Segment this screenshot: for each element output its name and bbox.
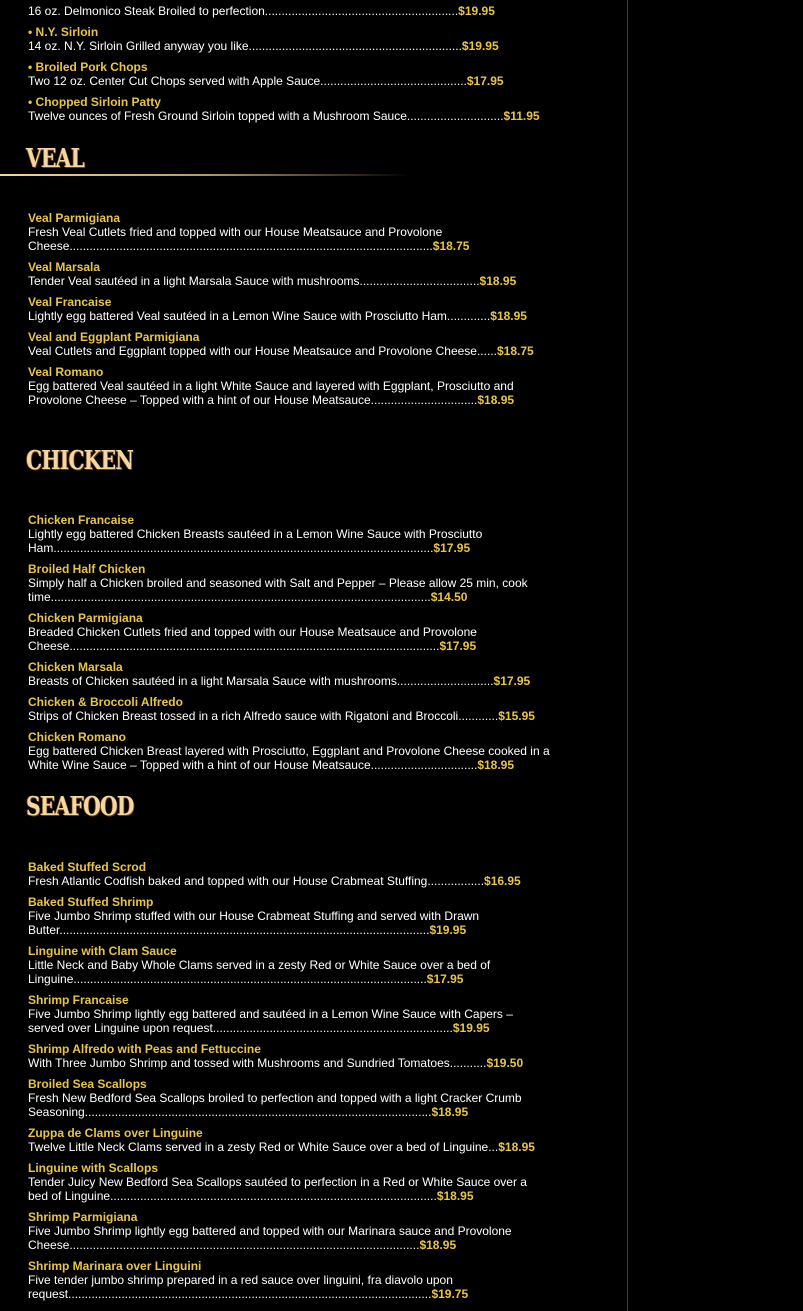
item-price: $17.95	[433, 541, 471, 555]
item-description: Breaded Chicken Cutlets fried and topped with our House Meatsauce and Provolone Cheese...............................................................................................................	[28, 625, 477, 653]
menu-item	[28, 513, 550, 555]
menu-item	[28, 365, 550, 407]
item-name: Veal Parmigiana	[28, 211, 121, 225]
section-heading-chicken: CHICKEN	[26, 446, 134, 476]
item-name: Broiled Sea Scallops	[28, 1077, 147, 1091]
item-price: $18.95	[419, 1238, 457, 1252]
item-price: $14.50	[430, 590, 468, 604]
item-name: Shrimp Francaise	[28, 993, 129, 1007]
column-divider	[627, 0, 628, 1311]
item-description: Fresh New Bedford Sea Scallops broiled to perfection and topped with a light Cracker Crumb Seasoning........................................................................................................	[28, 1091, 522, 1119]
item-description: Strips of Chicken Breast tossed in a rich Alfredo sauce with Rigatoni and Broccoli............	[28, 709, 499, 723]
item-price: $18.75	[432, 239, 470, 253]
item-price: $17.95	[439, 639, 477, 653]
item-price: $16.95	[484, 874, 521, 888]
item-name: • Broiled Pork Chops	[28, 60, 148, 74]
item-name: Baked Stuffed Shrimp	[28, 895, 154, 909]
item-description: Two 12 oz. Center Cut Chops served with Apple Sauce............................................	[28, 74, 467, 88]
item-price: $19.95	[452, 1021, 490, 1035]
section-rule	[0, 174, 410, 176]
menu-item	[28, 860, 550, 888]
item-price: $18.95	[477, 758, 515, 772]
item-description: With Three Jumbo Shrimp and tossed with Mushrooms and Sundried Tomatoes...........	[28, 1056, 487, 1070]
item-description: 14 oz. N.Y. Sirloin Grilled anyway you like................................................................	[28, 39, 462, 53]
item-price: $18.95	[498, 1140, 535, 1154]
menu-item	[28, 330, 550, 358]
menu-item	[28, 562, 550, 604]
item-description: Lightly egg battered Chicken Breasts sautéed in a Lemon Wine Sauce with Prosciutto Ham..................................................................................................................	[28, 527, 483, 555]
item-description: Egg battered Chicken Breast layered with Prosciutto, Eggplant and Provolone Cheese cooked in a White Wine Sauce – Topped with a hint of our House Meatsauce................................	[28, 744, 550, 772]
item-name: Chicken Marsala	[28, 660, 123, 674]
item-description: Breasts of Chicken sautéed in a light Marsala Sauce with mushrooms.............................	[28, 674, 494, 688]
item-name: Shrimp Parmigiana	[28, 1210, 138, 1224]
item-name: Veal Francaise	[28, 295, 112, 309]
menu-item	[28, 1259, 550, 1301]
item-price: $18.95	[479, 274, 517, 288]
item-name: Shrimp Alfredo with Peas and Fettuccine	[28, 1042, 261, 1056]
item-price: $19.95	[458, 4, 495, 18]
item-name: • N.Y. Sirloin	[28, 25, 99, 39]
item-description: 16 oz. Delmonico Steak Broiled to perfection..........................................................	[28, 4, 459, 18]
section-heading-seafood: SEAFOOD	[26, 792, 134, 822]
menu-item	[28, 1077, 550, 1119]
item-description: Simply half a Chicken broiled and seasoned with Salt and Pepper – Please allow 25 min, cook time..................................................................................................................	[28, 576, 528, 604]
item-price: $19.95	[429, 923, 467, 937]
item-name: Chicken Francaise	[28, 513, 135, 527]
menu-item	[28, 25, 550, 53]
item-price: $17.95	[426, 972, 464, 986]
item-description: Five Jumbo Shrimp lightly egg battered and topped with our Marinara sauce and Provolone Cheese.........................................................................................................	[28, 1224, 512, 1252]
item-price: $18.95	[431, 1105, 469, 1119]
menu-item	[28, 1210, 550, 1252]
item-price: $18.95	[477, 393, 515, 407]
menu-item	[28, 695, 550, 723]
menu-item	[28, 993, 550, 1035]
item-name: Broiled Half Chicken	[28, 562, 146, 576]
menu-item	[28, 60, 550, 88]
menu-item	[28, 4, 550, 18]
item-name: Veal Marsala	[28, 260, 101, 274]
item-name: Linguine with Clam Sauce	[28, 944, 177, 958]
section-heading-veal: VEAL	[26, 144, 85, 174]
menu-item	[28, 1161, 550, 1203]
item-name: Chicken Romano	[28, 730, 127, 744]
item-name: • Chopped Sirloin Patty	[28, 95, 161, 109]
item-description: Lightly egg battered Veal sautéed in a Lemon Wine Sauce with Prosciutto Ham.............	[28, 309, 491, 323]
item-name: Shrimp Marinara over Linguini	[28, 1259, 202, 1273]
item-description: Twelve ounces of Fresh Ground Sirloin topped with a Mushroom Sauce.............................	[28, 109, 504, 123]
item-price: $19.50	[486, 1056, 524, 1070]
menu-item	[28, 211, 550, 253]
menu-item	[28, 895, 550, 937]
item-description: Five Jumbo Shrimp stuffed with our House Crabmeat Stuffing and served with Drawn Butter...............................................................................................................	[28, 909, 480, 937]
item-description: Fresh Veal Cutlets fried and topped with our House Meatsauce and Provolone Cheese.............................................................................................................	[28, 225, 443, 253]
item-name: Veal Romano	[28, 365, 104, 379]
menu-item	[28, 1126, 550, 1154]
item-description: Five Jumbo Shrimp lightly egg battered and sautéed in a Lemon Wine Sauce with Capers – served over Linguine upon request........................................................................	[28, 1007, 513, 1035]
item-description: Tender Veal sautéed in a light Marsala Sauce with mushrooms....................................	[28, 274, 480, 288]
item-name: Baked Stuffed Scrod	[28, 860, 147, 874]
item-price: $19.75	[431, 1287, 469, 1301]
menu-item	[28, 295, 550, 323]
item-description: Little Neck and Baby Whole Clams served in a zesty Red or White Sauce over a bed of Linguine..........................................................................................................	[28, 958, 491, 986]
menu-item	[28, 95, 550, 123]
menu-item	[28, 1042, 550, 1070]
menu-item	[28, 730, 550, 772]
item-description: Tender Juicy New Bedford Sea Scallops sautéed to perfection in a Red or White Sauce over a bed of Linguine..................................................................................................	[28, 1175, 527, 1203]
item-name: Veal and Eggplant Parmigiana	[28, 330, 200, 344]
item-name: Chicken Parmigiana	[28, 611, 143, 625]
item-price: $18.75	[496, 344, 534, 358]
item-price: $15.95	[498, 709, 535, 723]
item-description: Veal Cutlets and Eggplant topped with our House Meatsauce and Provolone Cheese......	[28, 344, 497, 358]
menu-item	[28, 944, 550, 986]
item-price: $18.95	[490, 309, 527, 323]
item-description: Twelve Little Neck Clams served in a zesty Red or White Sauce over a bed of Linguine...	[28, 1140, 499, 1154]
menu-item	[28, 660, 550, 688]
item-price: $17.95	[493, 674, 531, 688]
item-name: Zuppa de Clams over Linguine	[28, 1126, 203, 1140]
item-description: Fresh Atlantic Codfish baked and topped with our House Crabmeat Stuffing.................	[28, 874, 485, 888]
item-price: $19.95	[461, 39, 499, 53]
item-price: $17.95	[466, 74, 504, 88]
item-price: $18.95	[436, 1189, 474, 1203]
item-price: $11.95	[503, 109, 540, 123]
menu-item	[28, 260, 550, 288]
item-description: Egg battered Veal sautéed in a light White Sauce and layered with Eggplant, Prosciutto and Provolone Cheese – Topped with a hint of our House Meatsauce................................	[28, 379, 514, 407]
item-description: Five tender jumbo shrimp prepared in a red sauce over linguini, fra diavolo upon request.............................................................................................................	[28, 1273, 453, 1301]
item-name: Chicken & Broccoli Alfredo	[28, 695, 183, 709]
menu-item	[28, 611, 550, 653]
item-name: Linguine with Scallops	[28, 1161, 159, 1175]
